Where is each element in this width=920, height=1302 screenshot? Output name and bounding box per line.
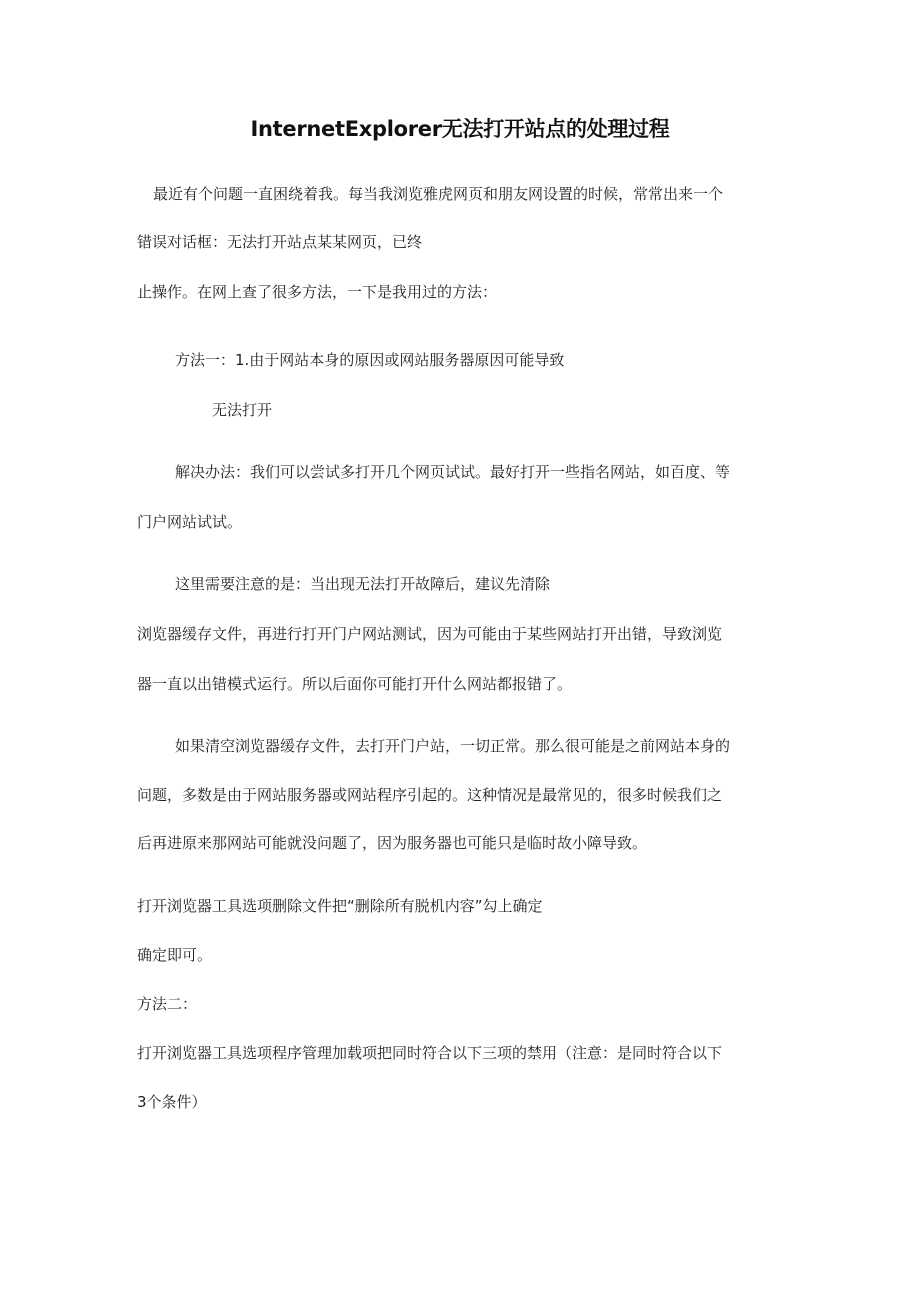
paragraph-line: 浏览器缓存文件，再进行打开门户网站测试，因为可能由于某些网站打开出错，导致浏览 xyxy=(137,625,723,643)
method-two-heading: 方法二： xyxy=(137,995,198,1013)
paragraph-line: 器一直以出错模式运行。所以后面你可能打开什么网站都报错了。 xyxy=(137,675,573,693)
paragraph-line: 无法打开 xyxy=(212,401,273,419)
paragraph-line: 打开浏览器工具选项程序管理加载项把同时符合以下三项的禁用（注意：是同时符合以下 xyxy=(137,1044,723,1062)
paragraph-line: 解决办法：我们可以尝试多打开几个网页试试。最好打开一些指名网站，如百度、等 xyxy=(175,463,731,481)
paragraph-line: 最近有个问题一直困绕着我。每当我浏览雅虎网页和朋友网设置的时候，常常出来一个 xyxy=(153,185,724,203)
paragraph-line: 3个条件） xyxy=(137,1093,207,1111)
paragraph-line: 后再进原来那网站可能就没问题了，因为服务器也可能只是临时故小障导致。 xyxy=(137,834,648,852)
paragraph-line: 确定即可。 xyxy=(137,946,213,964)
paragraph-line: 门户网站试试。 xyxy=(137,513,243,531)
method-one-heading: 方法一：1.由于网站本身的原因或网站服务器原因可能导致 xyxy=(175,351,565,369)
paragraph-line: 止操作。在网上查了很多方法，一下是我用过的方法： xyxy=(137,283,498,301)
paragraph-line: 错误对话框：无法打开站点某某网页，已终 xyxy=(137,233,423,251)
paragraph-line: 打开浏览器工具选项删除文件把“删除所有脱机内容”勾上确定 xyxy=(137,897,543,915)
paragraph-line: 这里需要注意的是：当出现无法打开故障后，建议先清除 xyxy=(175,575,551,593)
paragraph-line: 如果清空浏览器缓存文件，去打开门户站，一切正常。那么很可能是之前网站本身的 xyxy=(175,737,731,755)
document-title: InternetExplorer无法打开站点的处理过程 xyxy=(250,117,670,141)
paragraph-line: 问题，多数是由于网站服务器或网站程序引起的。这种情况是最常见的，很多时候我们之 xyxy=(137,786,723,804)
